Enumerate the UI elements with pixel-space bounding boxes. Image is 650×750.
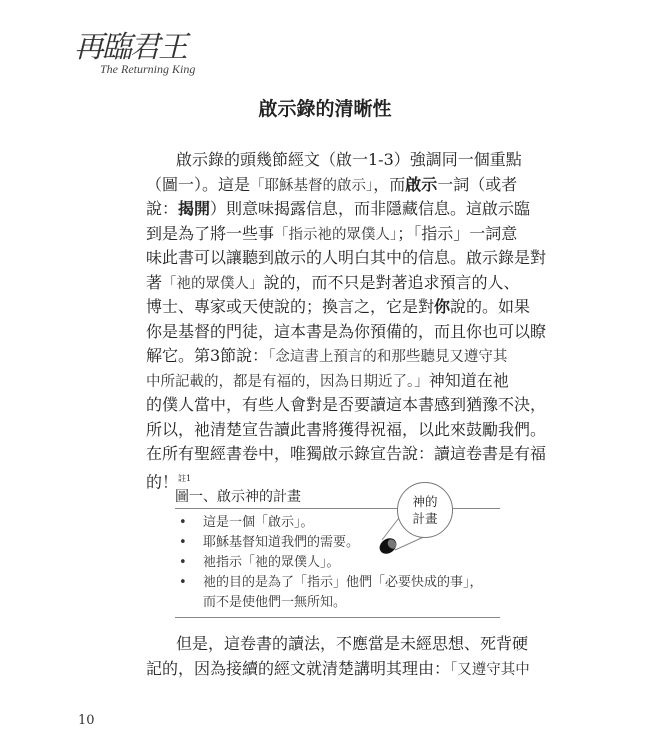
text: 說的，而不只是對著追求預言的人、 xyxy=(263,272,520,292)
scripture-quote: 「祂的眾僕人」 xyxy=(162,275,264,292)
text: 到是為了將一些事 xyxy=(146,223,275,243)
item-text: 祂指示「祂的眾僕人」。 xyxy=(203,555,340,570)
logo-english: The Returning King xyxy=(100,62,196,76)
text: ，而 xyxy=(373,174,406,194)
bullet: • xyxy=(179,535,187,550)
bold-term: 你 xyxy=(434,297,451,316)
figure-title: 圖一、啟示神的計畫 xyxy=(175,489,301,505)
paragraph-1 xyxy=(146,148,547,491)
text-line: 啟示錄的頭幾節經文（啟一1-3）強調同一個重點 xyxy=(176,150,522,169)
bullet: • xyxy=(179,515,187,530)
text-line xyxy=(146,295,531,320)
text-line xyxy=(146,369,509,394)
text-line: 你是基督的門徒，這本書是為你預備的，而且你也可以瞭 xyxy=(146,321,547,341)
book-logo xyxy=(72,22,202,82)
text: 解它。第3節說： xyxy=(146,346,269,365)
bullet: • xyxy=(179,555,187,570)
text-line: 味此書可以讓聽到啟示的人明白其中的信息。啟示錄是對 xyxy=(146,248,547,267)
scripture-quote: 中所記載的，都是有福的，因為日期近了。」 xyxy=(146,373,429,390)
text-line xyxy=(146,173,518,198)
scripture-quote: 「指示祂的眾僕人」 xyxy=(274,226,398,243)
bold-term: 揭開 xyxy=(178,199,211,218)
text: 博士、專家或天使說的；換言之，它是對 xyxy=(146,297,435,316)
text: （圖一）。這是 xyxy=(146,174,251,194)
bubble-text: 神的 xyxy=(412,494,438,509)
text: 說的。如果 xyxy=(450,297,531,316)
text: 著 xyxy=(146,272,163,292)
section-title: 啟示錄的清晰性 xyxy=(258,98,392,120)
text-line xyxy=(146,271,520,296)
page-number: 10 xyxy=(78,713,95,728)
bullet: • xyxy=(179,575,187,590)
item-text: 祂的目的是為了「指示」他們「必要快成的事」， xyxy=(203,575,483,590)
text-line xyxy=(146,197,531,222)
logo-chinese: 再臨君王 xyxy=(74,30,186,65)
text-line: 但是，這卷書的讀法，不應當是未經思想、死背硬 xyxy=(176,634,529,653)
item-text: 耶穌基督知道我們的需要。 xyxy=(203,535,360,550)
bubble-text: 計畫 xyxy=(412,511,438,526)
text: 神知道在祂 xyxy=(428,370,509,390)
text-line: 所以，祂清楚宣告讀此書將獲得祝福，以此來鼓勵我們。 xyxy=(146,419,547,439)
text: 記的，因為接續的經文就清楚講明其理由： xyxy=(146,658,451,678)
divider xyxy=(175,617,500,618)
text-line xyxy=(146,657,530,682)
gods-plan-bubble xyxy=(397,482,453,538)
text: ；「指示」一詞意 xyxy=(397,223,518,243)
scripture-quote: 「耶穌基督的啟示」 xyxy=(250,177,374,194)
text-line xyxy=(146,344,508,369)
scripture-quote: 「又遵守其中 xyxy=(450,661,530,678)
text-line xyxy=(146,222,518,247)
footnote-ref: 註1 xyxy=(178,473,192,483)
paragraph-2 xyxy=(146,632,530,681)
item-text: 而不是使他們一無所知。 xyxy=(203,595,347,610)
text-line: 在所有聖經書卷中，唯獨啟示錄宣告說：讀這卷書是有福 xyxy=(146,444,547,463)
text: 一詞（或者 xyxy=(437,174,518,194)
text: ）則意味揭露信息，而非隱藏信息。這啟示臨 xyxy=(210,199,531,218)
text: 的！ xyxy=(146,471,179,491)
list-item xyxy=(175,573,483,593)
text-line: 的僕人當中，有些人會對是否要讀這本書感到猶豫不決， xyxy=(146,395,547,414)
bold-term: 啟示 xyxy=(405,174,438,194)
list-item-continuation xyxy=(175,593,483,613)
text: 說： xyxy=(146,199,179,218)
item-text: 這是一個「啟示」。 xyxy=(203,515,314,530)
scripture-quote: 「念這書上預言的和那些聽見又遵守其 xyxy=(268,349,508,365)
